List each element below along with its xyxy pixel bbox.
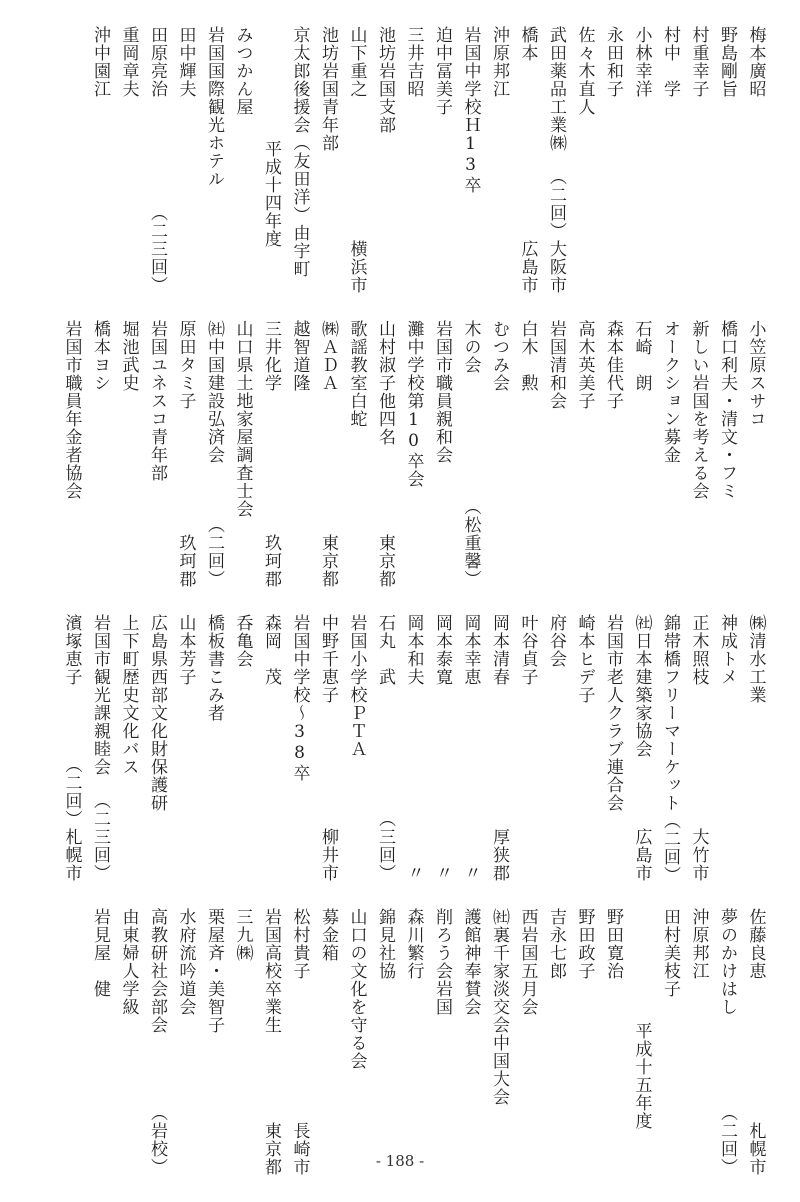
donor-column (713, 320, 742, 588)
donor-name: 岩国中学校Ｈ13卒 (460, 26, 481, 194)
donor-column (485, 908, 514, 1176)
donor-name: ㈱清水工業 (745, 614, 766, 704)
donor-name: 佐々木直人 (574, 26, 595, 116)
donor-column (343, 908, 372, 1176)
donor-note: （二回）大阪市 (546, 168, 566, 294)
donor-column (314, 908, 343, 1176)
donor-column (542, 614, 571, 882)
donor-name: 岡本泰寛 (432, 614, 452, 686)
donor-name: ㈳日本建築家協会 (631, 614, 652, 758)
donor-column (200, 908, 229, 1176)
donor-column (571, 614, 600, 882)
donor-column (599, 26, 628, 294)
donor-name: 正木照枝 (688, 614, 709, 686)
donor-name: 広島県西部文化財保護研 (147, 614, 167, 812)
donor-name: 岡本和夫 (403, 614, 424, 686)
donor-column (713, 908, 742, 1176)
donor-column (742, 908, 771, 1176)
donor-column (485, 320, 514, 588)
donor-column (742, 614, 771, 882)
donor-column (628, 320, 657, 588)
donor-column (86, 26, 115, 294)
donor-column (172, 320, 201, 588)
donor-column (542, 320, 571, 588)
donor-column (286, 908, 315, 1176)
donor-column (599, 614, 628, 882)
donor-note: （二三回） (147, 204, 167, 294)
donor-note: 〃 (403, 864, 424, 882)
year-heading: 平成十四年度 (261, 140, 281, 248)
donor-name: 池坊岩国支部 (375, 26, 395, 134)
donor-column (371, 908, 400, 1176)
donor-note: 玖珂郡 (175, 534, 196, 588)
donor-name: 白木 勲 (517, 320, 538, 392)
donor-name: 原田タミ子 (175, 320, 196, 410)
donor-note: （二回） (717, 1104, 737, 1176)
donor-name: 京太郎後援会（友田洋）由宇町 (289, 26, 310, 278)
donor-name: 岩国高校卒業生 (261, 908, 281, 1034)
year-heading-column (628, 908, 657, 1176)
donor-column (742, 26, 771, 294)
donor-column (343, 320, 372, 588)
donor-column (229, 908, 258, 1176)
donor-column (571, 26, 600, 294)
donor-name: 岡本清春 (489, 614, 509, 686)
donor-column (286, 614, 315, 882)
donor-column (172, 26, 201, 294)
donor-name: 護館神奉賛会 (460, 908, 481, 1016)
donor-name: 岩国ユネスコ青年部 (147, 320, 167, 482)
donor-column (628, 614, 657, 882)
donor-column (314, 614, 343, 882)
donor-column (685, 320, 714, 588)
donor-column (200, 614, 229, 882)
donor-column (286, 26, 315, 294)
donor-column (229, 320, 258, 588)
donor-name: 叶谷貞子 (517, 614, 538, 686)
donor-name: 岩国市職員親和会 (432, 320, 452, 464)
donor-column (428, 614, 457, 882)
donor-column (428, 26, 457, 294)
donor-column (428, 320, 457, 588)
donor-note: （岩校） (147, 1104, 167, 1176)
donor-name: 水府流吟道会 (175, 908, 196, 1016)
donor-name: 山村淑子他四名 (375, 320, 395, 446)
donor-name: 崎本ヒデ子 (574, 614, 595, 704)
donor-column (599, 908, 628, 1176)
donor-name: みつかん屋 (232, 26, 253, 116)
donor-column (143, 320, 172, 588)
donor-column (628, 26, 657, 294)
donor-name: 岩見屋 健 (90, 908, 110, 998)
donor-note: （二回）札幌市 (61, 756, 82, 882)
donor-note: 厚狭郡 (489, 828, 509, 882)
donor-note: （三回） (375, 810, 395, 882)
donor-name: 新しい岩国を考える会 (688, 320, 709, 500)
donor-block-1 (30, 26, 770, 294)
donor-name: 岩国市観光課親睦会 (90, 614, 110, 776)
donor-name: 野田寛治 (603, 908, 623, 980)
donor-name: 堀池武史 (118, 320, 139, 392)
donor-name: 栗屋斉・美智子 (204, 908, 224, 1034)
donor-name: 田中輝夫 (175, 26, 196, 98)
donor-column (428, 908, 457, 1176)
donor-name: ㈳中国建設弘済会 (204, 320, 224, 464)
donor-column (143, 614, 172, 882)
donor-name: 沖原邦江 (688, 908, 709, 980)
donor-column (571, 908, 600, 1176)
donor-column (229, 26, 258, 294)
donor-column (485, 26, 514, 294)
donor-column (115, 320, 144, 588)
donor-name: 西岩国五月会 (517, 908, 538, 1016)
donor-column (172, 908, 201, 1176)
donor-note: 大竹市 (688, 828, 709, 882)
donor-name: 山口の文化を守る会 (346, 908, 367, 1070)
donor-name: 岩国市老人クラブ連合会 (603, 614, 623, 812)
donor-block-3 (30, 614, 770, 882)
donor-block-4 (30, 908, 770, 1176)
donor-name: 小笠原スサコ (745, 320, 766, 428)
donor-name: 募金箱 (318, 908, 338, 962)
donor-name: 村中 学 (660, 26, 680, 98)
donor-note: 広島市 (631, 828, 652, 882)
donor-name: 迫中冨美子 (432, 26, 452, 116)
donor-name: 森岡 茂 (261, 614, 281, 686)
donor-column (713, 26, 742, 294)
donor-column (457, 614, 486, 882)
donor-name: むつみ会 (489, 320, 509, 392)
donor-column (172, 614, 201, 882)
donor-column (485, 614, 514, 882)
donor-name: 錦見社協 (375, 908, 395, 980)
donor-note: 横浜市 (346, 240, 367, 294)
donor-column (571, 320, 600, 588)
donor-name: 森本佳代子 (603, 320, 623, 410)
donor-column (371, 614, 400, 882)
donor-column (371, 26, 400, 294)
donor-name: 重岡章夫 (118, 26, 139, 98)
donor-name: 橋本ヨシ (90, 320, 110, 392)
year-heading-column (257, 26, 286, 294)
donor-column (656, 908, 685, 1176)
donor-column (257, 320, 286, 588)
donor-name: 高教研社会部会 (147, 908, 167, 1034)
donor-name: 由東婦人学級 (118, 908, 139, 1016)
donor-name: 山本芳子 (175, 614, 196, 686)
donor-note: （松重馨） (460, 498, 481, 588)
donor-name: 中野千恵子 (318, 614, 338, 704)
donor-name: 呑亀会 (232, 614, 253, 668)
donor-name: 佐藤良恵 (745, 908, 766, 980)
donor-column (514, 908, 543, 1176)
donor-column (343, 26, 372, 294)
donor-column (286, 320, 315, 588)
donor-name: 高木英美子 (574, 320, 595, 410)
donor-name: 山下重之 (346, 26, 367, 98)
donor-column (314, 320, 343, 588)
donor-column (314, 26, 343, 294)
donor-name: ㈳裏千家淡交会中国大会 (489, 908, 509, 1106)
donor-name: 岩国小学校ＰＴＡ (346, 614, 367, 758)
donor-block-2 (30, 320, 770, 588)
donor-column (542, 908, 571, 1176)
donor-note: 札幌市 (745, 1122, 766, 1176)
donor-name: 錦帯橋フリーマーケット（二回） (660, 614, 680, 884)
donor-column (257, 614, 286, 882)
donor-column (400, 26, 429, 294)
donor-column (257, 908, 286, 1176)
donor-column (599, 320, 628, 588)
donor-column (542, 26, 571, 294)
donor-note: 広島市 (517, 240, 538, 294)
donor-column (514, 26, 543, 294)
donor-column (58, 320, 87, 588)
donor-name: ㈱ＡＤＡ (318, 320, 338, 392)
donor-name: 梅本廣昭 (745, 26, 766, 98)
donor-column (685, 26, 714, 294)
donor-column (656, 320, 685, 588)
donor-name: 沖原邦江 (489, 26, 509, 98)
donor-column (457, 26, 486, 294)
donor-name: 田村美枝子 (660, 908, 680, 998)
donor-column (685, 614, 714, 882)
donor-note: 柳井市 (318, 828, 338, 882)
donor-name: 沖中園江 (90, 26, 110, 98)
donor-name: 田原亮治 (147, 26, 167, 98)
donor-name: 岩国国際観光ホテル (204, 26, 224, 188)
donor-name: 三井化学 (261, 320, 281, 392)
donor-name: 橋口利夫・清文・フミ (717, 320, 737, 500)
donor-note: 玖珂郡 (261, 534, 281, 588)
donor-name: 神成トメ (717, 614, 737, 686)
donor-column (457, 908, 486, 1176)
donor-name: 吉永七郎 (546, 908, 566, 980)
donor-name: 石崎 朗 (631, 320, 652, 392)
donor-name: 松村貴子 (289, 908, 310, 980)
donor-note: 東京都 (375, 534, 395, 588)
donor-name: 三井吉昭 (403, 26, 424, 98)
donor-note: 東京都 (318, 534, 338, 588)
donor-name: 武田薬品工業㈱ (546, 26, 566, 152)
donor-name: 村重幸子 (688, 26, 709, 98)
donor-name: 木の会 (460, 320, 481, 374)
donor-column (685, 908, 714, 1176)
donor-column (58, 614, 87, 882)
donor-note: 〃 (460, 864, 481, 882)
donor-name: 森川繁行 (403, 908, 424, 980)
donor-column (86, 320, 115, 588)
donor-name: 石丸 武 (375, 614, 395, 686)
donor-note: （二回） (204, 516, 224, 588)
donor-column (400, 320, 429, 588)
donor-column (742, 320, 771, 588)
donor-name: 池坊岩国青年部 (318, 26, 338, 152)
donor-name: 野田政子 (574, 908, 595, 980)
donor-name: 野島剛旨 (717, 26, 737, 98)
donor-name: 永田和子 (603, 26, 623, 98)
donor-note: 東京都 (261, 1122, 281, 1176)
donor-column (457, 320, 486, 588)
donor-column (514, 320, 543, 588)
donor-column (343, 614, 372, 882)
donor-name: 上下町歴史文化バス (118, 614, 139, 776)
donor-name: 灘中学校第10卒会 (403, 320, 424, 488)
donor-name: 橋板書こみ者 (204, 614, 224, 722)
donor-column (86, 614, 115, 882)
donor-name: 小林幸洋 (631, 26, 652, 98)
donor-column (713, 614, 742, 882)
donor-note: 長崎市 (289, 1122, 310, 1176)
donor-column (143, 908, 172, 1176)
donor-column (514, 614, 543, 882)
donor-column (400, 908, 429, 1176)
donor-column (200, 320, 229, 588)
donor-name: 山口県土地家屋調査士会 (232, 320, 253, 518)
donor-name: 岩国清和会 (546, 320, 566, 410)
donor-column (143, 26, 172, 294)
donor-name: 濱塚恵子 (61, 614, 82, 686)
donor-name: オークション募金 (660, 320, 680, 464)
donor-column (656, 614, 685, 882)
donor-name: 三九㈱ (232, 908, 253, 962)
donor-name: 夢のかけはし (717, 908, 737, 1016)
donor-name: 岩国中学校～38卒 (289, 614, 310, 782)
donor-column (86, 908, 115, 1176)
donor-name: 岡本幸恵 (460, 614, 481, 686)
donor-column (200, 26, 229, 294)
donor-column (400, 614, 429, 882)
donor-column (115, 26, 144, 294)
donor-name: 歌謡教室白蛇 (346, 320, 367, 428)
donor-note: （二三回） (90, 792, 110, 882)
donor-name: 岩国市職員年金者協会 (61, 320, 82, 500)
donor-column (115, 614, 144, 882)
donor-name: 府谷会 (546, 614, 566, 668)
year-heading: 平成十五年度 (631, 1022, 652, 1130)
donor-column (656, 26, 685, 294)
donor-name: 削ろう会岩国 (432, 908, 452, 1016)
donor-column (115, 908, 144, 1176)
donor-note: 〃 (432, 864, 452, 882)
donor-column (229, 614, 258, 882)
page-number: - 188 - (375, 1152, 425, 1170)
donor-column (371, 320, 400, 588)
donor-name: 橋本 (517, 26, 538, 62)
donor-name: 越智道隆 (289, 320, 310, 392)
